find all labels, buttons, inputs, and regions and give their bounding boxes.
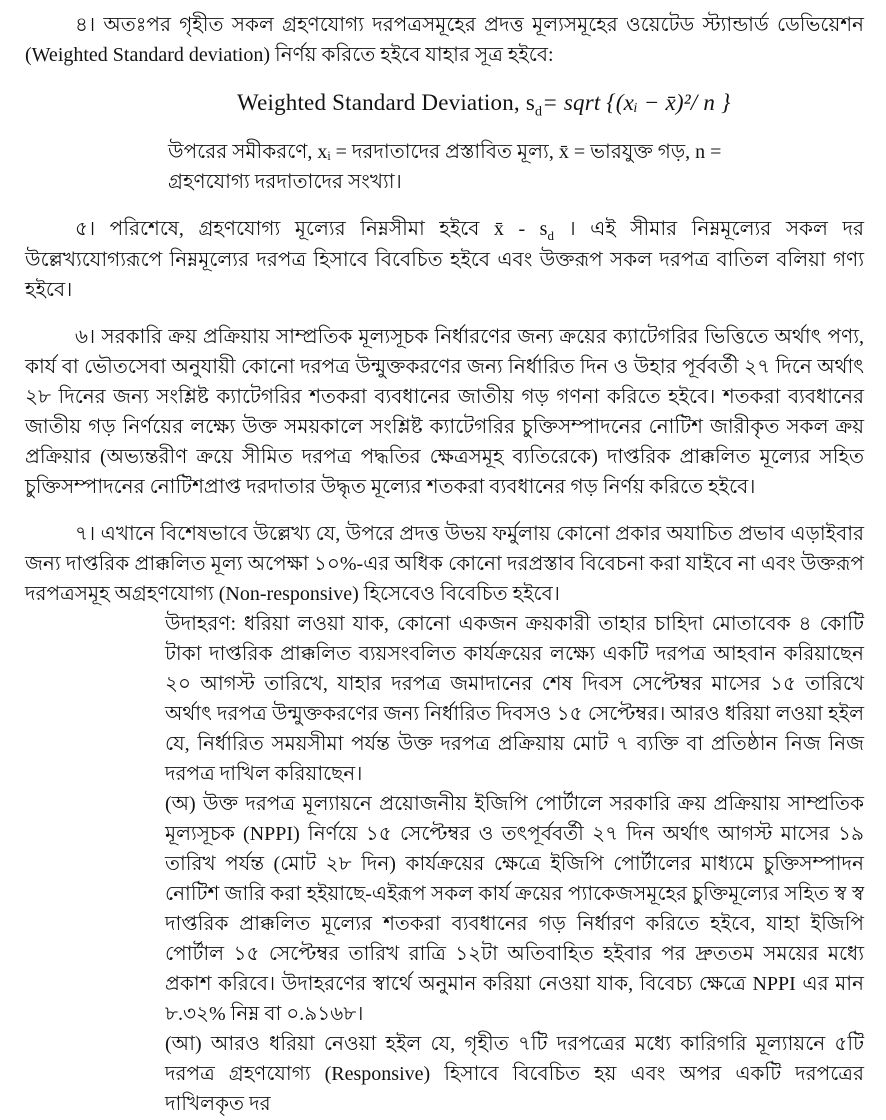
formula-expression: = sqrt {(xᵢ − x̄)²/ n } bbox=[542, 90, 731, 115]
paragraph-5 bbox=[25, 214, 864, 306]
formula-weighted-standard-deviation bbox=[237, 86, 864, 123]
paragraph-7: ৭। এখানে বিশেষভাবে উল্লেখ্য যে, উপরে প্রদত্ত উভয় ফর্মুলায় কোনো প্রকার অযাচিত প্রভাব এড়াইবার জন্য দাপ্তরিক প্রাক্কলিত মূল্য অপেক্ষা ১০%-এর অধিক কোনো দরপ্রস্তাব বিবেচনা করা যাইবে না এবং উক্তরূপ দরপত্রসমূহ অগ্রহণযোগ্য (Non-responsive) হিসেবেও বিবেচিত হইবে। bbox=[25, 523, 864, 606]
paragraph-5-subscript-d: d bbox=[547, 227, 554, 243]
formula-subscript-d: d bbox=[534, 104, 543, 120]
paragraph-6: ৬। সরকারি ক্রয় প্রক্রিয়ায় সাম্প্রতিক মূল্যসূচক নির্ধারণের জন্য ক্রয়ের ক্যাটেগরির ভিত্তিতে অর্থাৎ পণ্য, কার্য বা ভৌতসেবা অনুযায়ী কোনো দরপত্র উন্মুক্তকরণের জন্য নির্ধারিত দিন ও উহার পূর্ববর্তী ২৭ দিনে অর্থাৎ ২৮ দিনের জন্য সংশ্লিষ্ট ক্যাটেগরির শতকরা ব্যবধানের জাতীয় গড় গণনা করিতে হইবে। শতকরা ব্যবধানের জাতীয় গড় নির্ণয়ের লক্ষ্যে উক্ত সময়কালে সংশ্লিষ্ট ক্যাটেগরির চুক্তিসম্পাদনের নোটিশ জারীকৃত সকল ক্রয় প্রক্রিয়ার (অভ্যন্তরীণ ক্রয়ে সীমিত দরপত্র পদ্ধতির ক্ষেত্রসমূহ ব্যতিরেকে) দাপ্তরিক প্রাক্কলিত মূল্যের সহিত চুক্তিসম্পাদনের নোটিশপ্রাপ্ত দরদাতার উদ্ধৃত মূল্যের শতকরা ব্যবধানের গড় নির্ণয় করিতে হইবে। bbox=[25, 326, 864, 499]
example-item-a: (অ) উক্ত দরপত্র মূল্যায়নে প্রয়োজনীয় ইজিপি পোর্টালে সরকারি ক্রয় প্রক্রিয়ায় সাম্প্রতিক মূল্যসূচক (NPPI) নির্ণয়ে ১৫ সেপ্টেম্বর ও তৎপূর্ববর্তী ২৭ দিন অর্থাৎ আগস্ট মাসের ১৯ তারিখ পর্যন্ত (মোট ২৮ দিন) কার্যক্রয়ের ক্ষেত্রে ইজিপি পোর্টালের মাধ্যমে চুক্তিসম্পাদন নোটিশ জারি করা হইয়াছে-এইরূপ সকল কার্য ক্রয়ের প্যাকেজসমূহের চুক্তিমূল্যের সহিত স্ব স্ব দাপ্তরিক প্রাক্কলিত মূল্যের শতকরা ব্যবধানের গড় নির্ধারণ করিতে হইবে, যাহা ইজিপি পোর্টাল ১৫ সেপ্টেম্বর তারিখ রাত্রি ১২টা অতিবাহিত হইবার পর দ্রুততম সময়ের মধ্যে প্রকাশ করিবে। উদাহরণের স্বার্থে অনুমান করিয়া নেওয়া যাক, বিবেচ্য ক্ষেত্রে NPPI এর মান ৮.৩২% নিম্ন বা ০.৯১৬৮। bbox=[165, 793, 864, 1026]
paragraph-5-rest: । এই সীমার নিম্নমূল্যের সকল দর উল্লেখ্যযোগ্যরূপে নিম্নমূল্যের দরপত্র হিসাবে বিবেচিত হইবে এবং উক্তরূপ সকল দরপত্র বাতিল বলিয়া গণ্য হইবে। bbox=[25, 217, 864, 302]
formula-prefix: Weighted Standard Deviation, s bbox=[237, 90, 535, 115]
example-block bbox=[165, 609, 864, 1119]
example-item-aa: (আ) আরও ধরিয়া নেওয়া হইল যে, গৃহীত ৭টি দরপত্রের মধ্যে কারিগরি মূল্যায়নে ৫টি দরপত্র গ্রহণযোগ্য (Responsive) হিসাবে বিবেচিত হয় এবং অপর একটি দরপত্রের দাখিলকৃত দর bbox=[165, 1033, 864, 1116]
example-intro: উদাহরণ: ধরিয়া লওয়া যাক, কোনো একজন ক্রয়কারী তাহার চাহিদা মোতাবেক ৪ কোটি টাকা দাপ্তরিক প্রাক্কলিত ব্যয়সংবলিত কার্যক্রয়ের লক্ষ্যে একটি দরপত্র আহবান করিয়াছেন ২০ আগস্ট তারিখে, যাহার দরপত্র জমাদানের শেষ দিবস সেপ্টেম্বর মাসের ১৫ তারিখে অর্থাৎ দরপত্র উন্মুক্তকরণের জন্য নির্ধারিত দিবসও ১৫ সেপ্টেম্বর। আরও ধরিয়া লওয়া হইল যে, নির্ধারিত সময়সীমা পর্যন্ত উক্ত দরপত্র প্রক্রিয়ায় মোট ৭ ব্যক্তি বা প্রতিষ্ঠান নিজ নিজ দরপত্র দাখিল করিয়াছেন। bbox=[165, 613, 864, 786]
paragraph-4: ৪। অতঃপর গৃহীত সকল গ্রহণযোগ্য দরপত্রসমূহের প্রদত্ত মূল্যসমূহের ওয়েটেড স্ট্যান্ডার্ড ডেভিয়েশন (Weighted Standard deviation) নির্ণয় করিতে হইবে যাহার সূত্র হইবে: bbox=[25, 14, 864, 66]
equation-legend: উপরের সমীকরণে, xᵢ = দরদাতাদের প্রস্তাবিত মূল্য, x̄ = ভারযুক্ত গড়, n = গ্রহণযোগ্য দরদাতাদের সংখ্যা। bbox=[168, 140, 722, 193]
paragraph-5-lead: ৫। পরিশেষে, গ্রহণযোগ্য মূল্যের নিম্নসীমা হইবে x̄ - s bbox=[75, 217, 548, 240]
